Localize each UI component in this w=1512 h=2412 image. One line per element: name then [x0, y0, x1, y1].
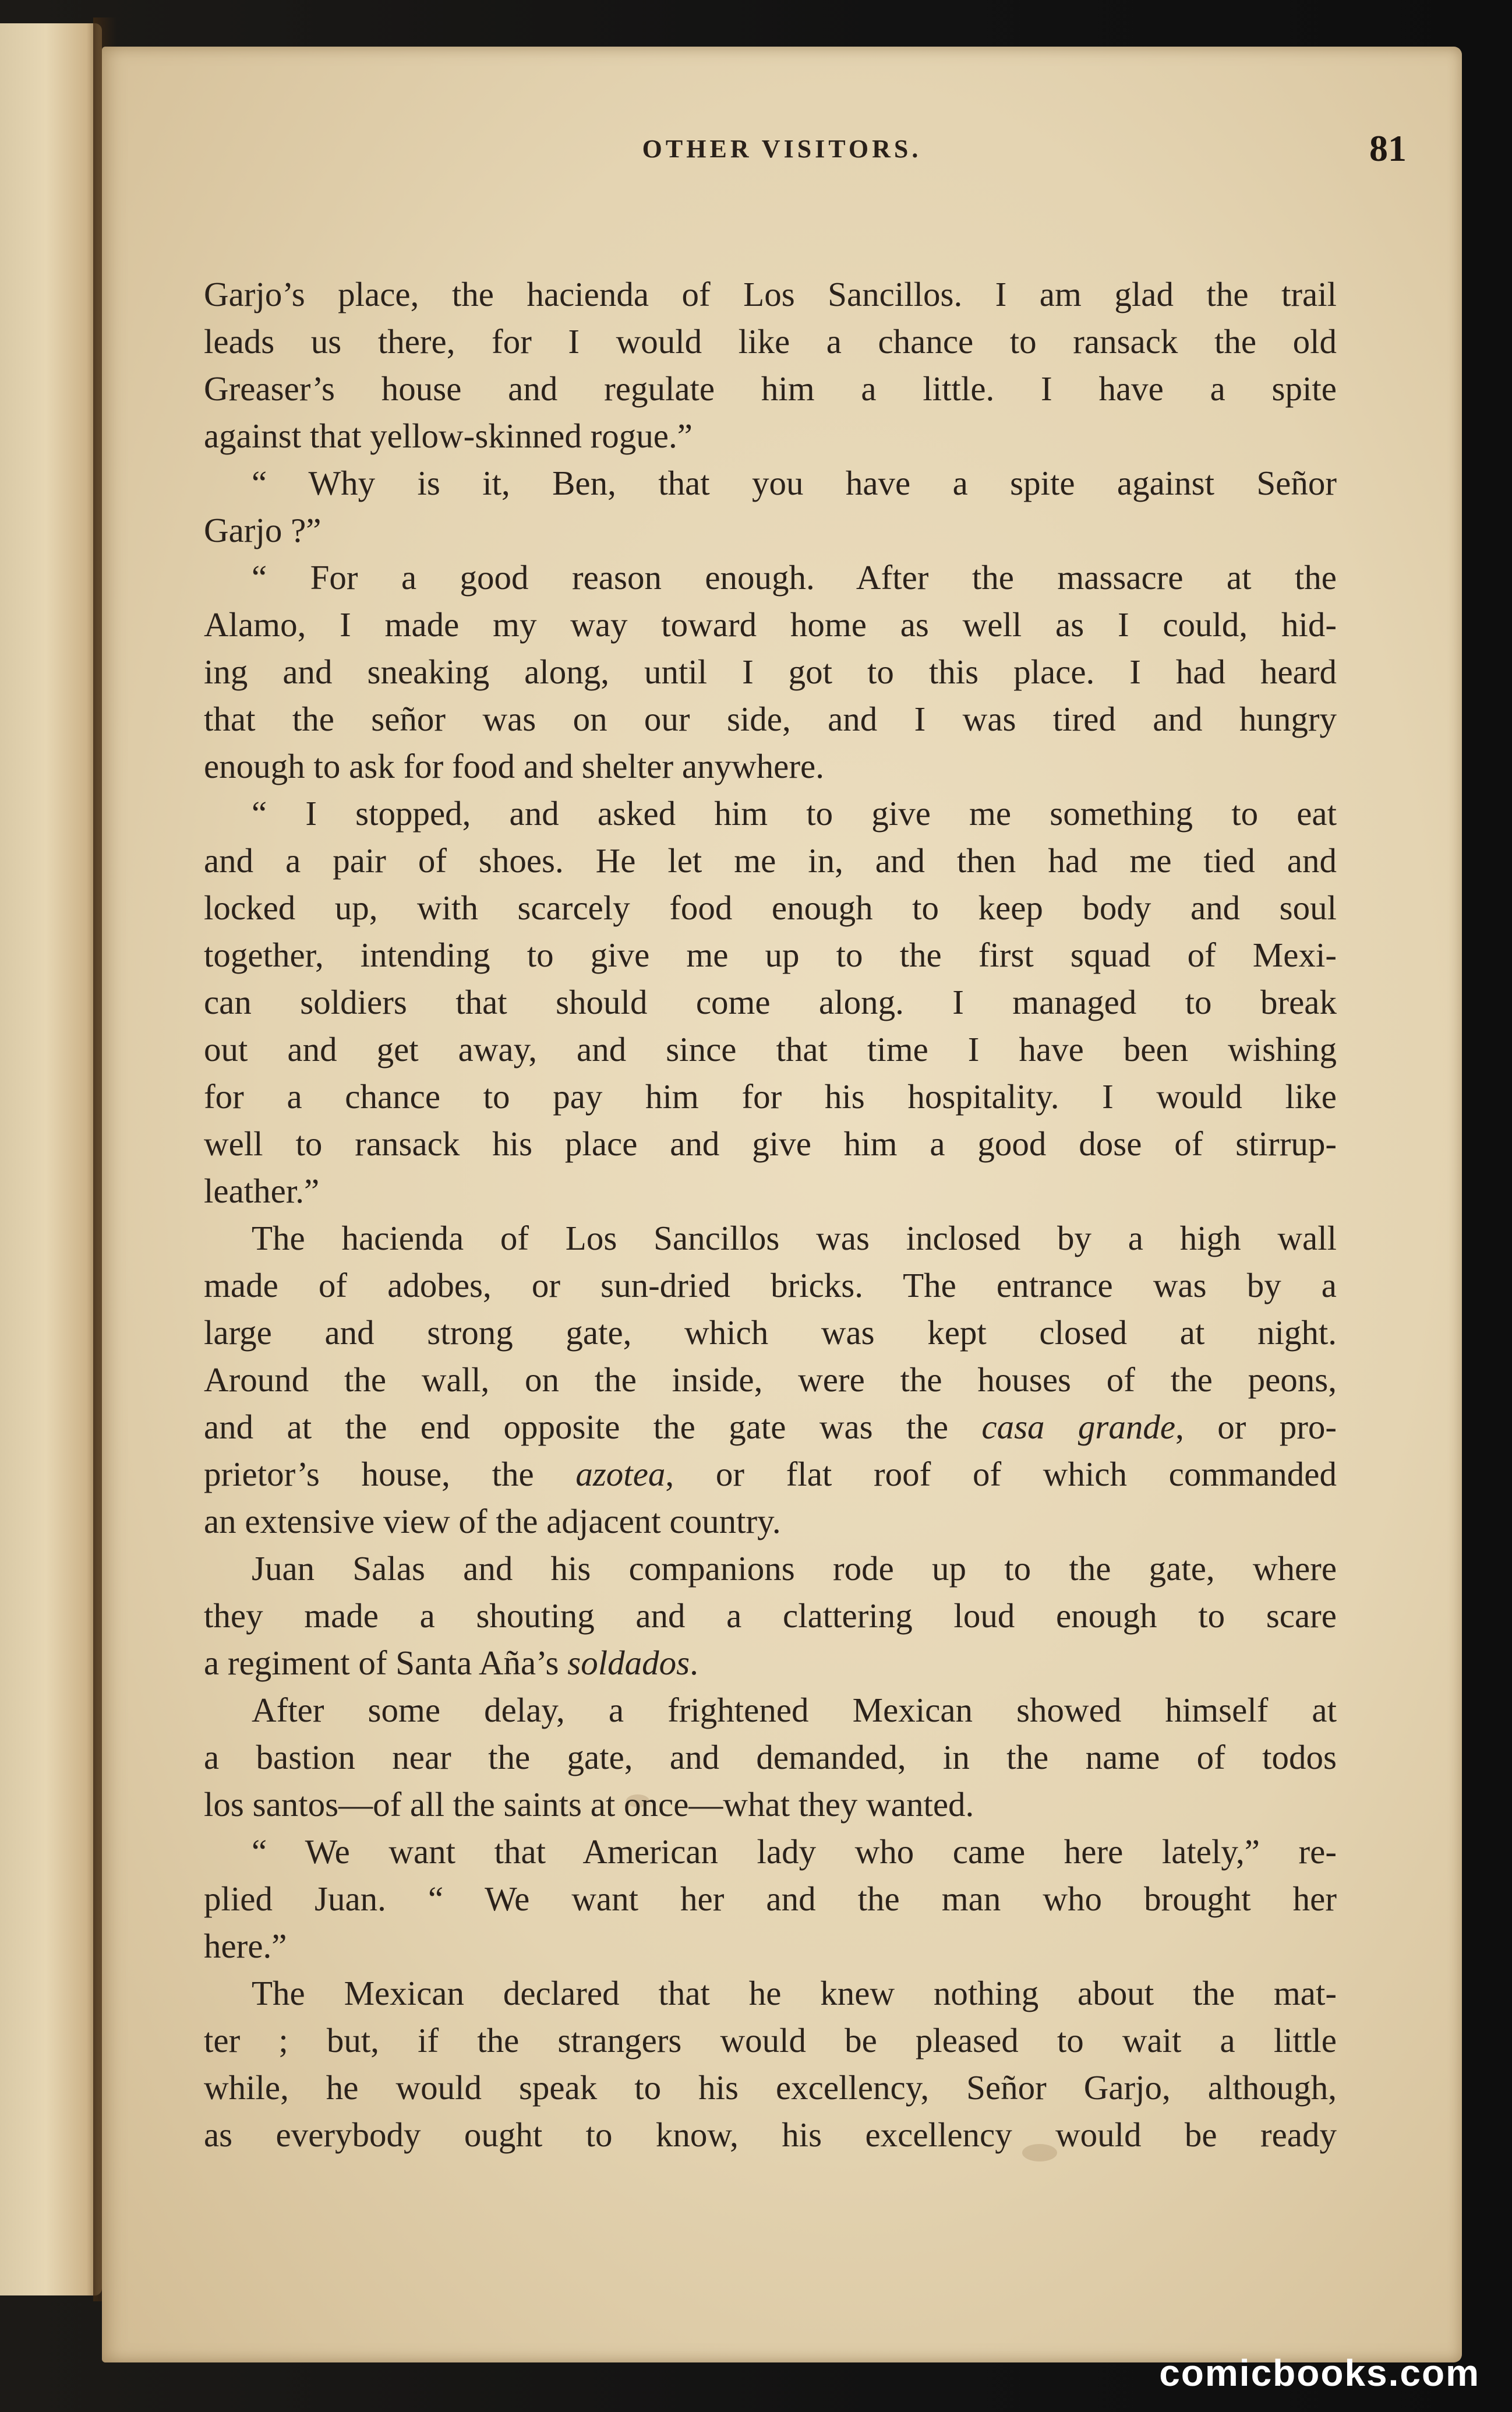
text-line: made of adobes, or sun-dried bricks. The entrance was by a: [204, 1266, 1337, 1304]
text-line: for a chance to pay him for his hospitality. I would like: [204, 1077, 1337, 1116]
text-line: that the señor was on our side, and I was tired and hungry: [204, 700, 1337, 738]
text-line: a regiment of Santa Aña’s soldados.: [204, 1644, 698, 1682]
previous-page-edge: [0, 23, 102, 2295]
text-line: leads us there, for I would like a chance to ransack the old: [204, 322, 1337, 361]
text-line: out and get away, and since that time I have been wishing: [204, 1030, 1337, 1069]
text-line: well to ransack his place and give him a good dose of stirrup-: [204, 1124, 1337, 1163]
text-line: The Mexican declared that he knew nothing about the mat-: [252, 1974, 1337, 2012]
text-line: locked up, with scarcely food enough to keep body and soul: [204, 888, 1337, 927]
text-line: and at the end opposite the gate was the casa grande, or pro-: [204, 1408, 1337, 1446]
text-line: against that yellow-skinned rogue.”: [204, 417, 693, 455]
running-header: OTHER VISITORS.: [642, 135, 922, 163]
text-line: leather.”: [204, 1172, 320, 1210]
text-line: here.”: [204, 1927, 287, 1965]
body-text: [204, 271, 1337, 2159]
page-number: 81: [1369, 128, 1407, 169]
text-line: plied Juan. “ We want her and the man who brought her: [204, 1879, 1337, 1918]
text-line: large and strong gate, which was kept closed at night.: [204, 1313, 1337, 1352]
text-line: and a pair of shoes. He let me in, and then had me tied and: [204, 841, 1337, 880]
text-line: “ Why is it, Ben, that you have a spite against Señor: [252, 464, 1337, 502]
book-page: [102, 47, 1462, 2362]
watermark-text: comicbooks.com: [1159, 2352, 1480, 2394]
text-line: “ I stopped, and asked him to give me something to eat: [252, 794, 1337, 833]
text-line: as everybody ought to know, his excellency would be ready: [204, 2115, 1337, 2154]
text-line: while, he would speak to his excellency, Señor Garjo, although,: [204, 2068, 1337, 2107]
text-line: can soldiers that should come along. I managed to break: [204, 983, 1337, 1021]
text-line: The hacienda of Los Sancillos was inclosed by a high wall: [252, 1219, 1337, 1257]
text-line: los santos—of all the saints at once—what they wanted.: [204, 1785, 974, 1824]
text-line: Greaser’s house and regulate him a little. I have a spite: [204, 369, 1337, 408]
text-line: a bastion near the gate, and demanded, in the name of todos: [204, 1738, 1337, 1776]
text-line: they made a shouting and a clattering loud enough to scare: [204, 1596, 1337, 1635]
text-line: Garjo ?”: [204, 511, 322, 549]
text-line: prietor’s house, the azotea, or flat roof of which commanded: [204, 1455, 1337, 1493]
text-line: an extensive view of the adjacent country.: [204, 1502, 781, 1540]
text-line: “ We want that American lady who came here lately,” re-: [252, 1832, 1337, 1871]
text-line: “ For a good reason enough. After the massacre at the: [252, 558, 1337, 597]
text-line: After some delay, a frightened Mexican showed himself at: [252, 1691, 1337, 1729]
text-line: Alamo, I made my way toward home as well as I could, hid-: [204, 605, 1337, 644]
text-line: together, intending to give me up to the first squad of Mexi-: [204, 936, 1337, 974]
text-line: Garjo’s place, the hacienda of Los Sancillos. I am glad the trail: [204, 275, 1337, 313]
text-line: ing and sneaking along, until I got to this place. I had heard: [204, 653, 1337, 691]
text-line: Juan Salas and his companions rode up to the gate, where: [252, 1549, 1337, 1588]
text-line: ter ; but, if the strangers would be pleased to wait a little: [204, 2021, 1337, 2060]
text-line: Around the wall, on the inside, were the houses of the peons,: [204, 1360, 1337, 1399]
text-line: enough to ask for food and shelter anywhere.: [204, 747, 824, 785]
